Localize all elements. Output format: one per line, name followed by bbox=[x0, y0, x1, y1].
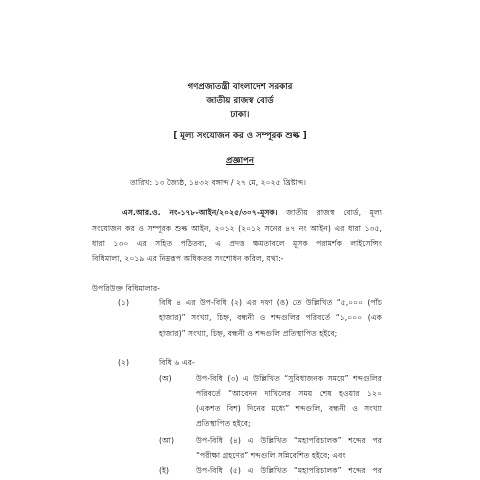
subitem-a-line-1: উপ-বিধি (৩) এ উল্লিখিত “সুবিধাজনক সময়ে” শব্দগুলির bbox=[196, 374, 382, 383]
subitem-b-line-1: উপ-বিধি (৪) এ উল্লিখিত “মহাপরিচালক” শব্দের পর bbox=[196, 436, 382, 445]
subitem-a-line-3: (একশত বিশ) দিনের মধ্যে” শব্দগুলি, বন্ধনী ও সংখ্যা bbox=[196, 404, 382, 413]
subitem-a-line-2: পরিবর্তে “আবেদন দাখিলের সময় শেষ হওয়ার ১২০ bbox=[196, 389, 382, 398]
subitem-c-number: (ই) bbox=[159, 466, 169, 475]
city-title: ঢাকা। bbox=[230, 110, 250, 120]
date-line: তারিখ: ১৩ জ্যৈষ্ঠ, ১৪৩২ বঙ্গাব্দ / ২৭ মে, ২০২৫ খ্রিষ্টাব্দ। bbox=[130, 178, 306, 187]
item-1-number: (১) bbox=[118, 298, 129, 307]
intro-line-2: সংযোজন কর ও সম্পূরক শুল্ক আইন, ২০১২ (২০১২ সনের ৪৭ নং আইন) এর ধারা ১৩৫, bbox=[92, 224, 382, 233]
subitem-b-line-2: “পরীক্ষা গ্রহণের” শব্দগুলি সন্নিবেশিত হইবে; এবং bbox=[196, 451, 346, 460]
subitem-c-line-1: উপ-বিধি (৫) এ উল্লিখিত “মহাপরিচালক” শব্দের পর bbox=[196, 466, 382, 475]
subitem-a-number: (অ) bbox=[159, 374, 172, 383]
subitem-b-number: (আ) bbox=[159, 436, 174, 445]
subject-line: [ মূল্য সংযোজন কর ও সম্পূরক শুল্ক ] bbox=[173, 131, 307, 141]
intro-line-4: বিধিমালা, ২০১৯ এর নিম্নরূপ অধিকতর সংশোধন করিল, যথা:- bbox=[92, 254, 284, 263]
subitem-a-line-4: প্রতিস্থাপিত হইবে; bbox=[196, 419, 251, 428]
intro-line-1 bbox=[122, 207, 382, 220]
lead-line: উপরিউক্ত বিধিমালার- bbox=[92, 284, 160, 293]
item-2-line-1: বিধি ৬ এর- bbox=[159, 358, 195, 367]
board-title: জাতীয় রাজস্ব বোর্ড bbox=[206, 96, 274, 106]
item-1-line-1: বিধি ৪ এর উপ-বিধি (২) এর দফা (ঙ) তে উল্লিখিত “৫,০০০ (পাঁচ bbox=[159, 298, 382, 307]
item-2-number: (২) bbox=[118, 358, 129, 367]
government-title: গণপ্রজাতন্ত্রী বাংলাদেশ সরকার bbox=[187, 82, 293, 92]
intro-line-1-rest: জাতীয় রাজস্ব বোর্ড, মূল্য bbox=[277, 208, 382, 217]
item-1-line-3: হাজার)” সংখ্যা, চিহ্ন, বন্ধনী ও শব্দগুলি প্রতিস্থাপিত হইবে; bbox=[159, 329, 338, 338]
notice-title: প্রজ্ঞাপন bbox=[225, 156, 255, 166]
item-1-line-2: হাজার)” সংখ্যা, চিহ্ন, বন্ধনী ও শব্দগুলির পরিবর্তে “১,০০০ (এক bbox=[159, 313, 382, 322]
intro-line-3: ধারা ১৩০ এর সহিত পঠিতব্য, এ প্রদত্ত ক্ষমতাবলে মূসক পরামর্শক লাইসেন্সিং bbox=[92, 239, 382, 248]
sro-number: এস.আর.ও. নং-১৭৮-আইন/২০২৫/৩০৭-মূসক। bbox=[122, 208, 278, 217]
